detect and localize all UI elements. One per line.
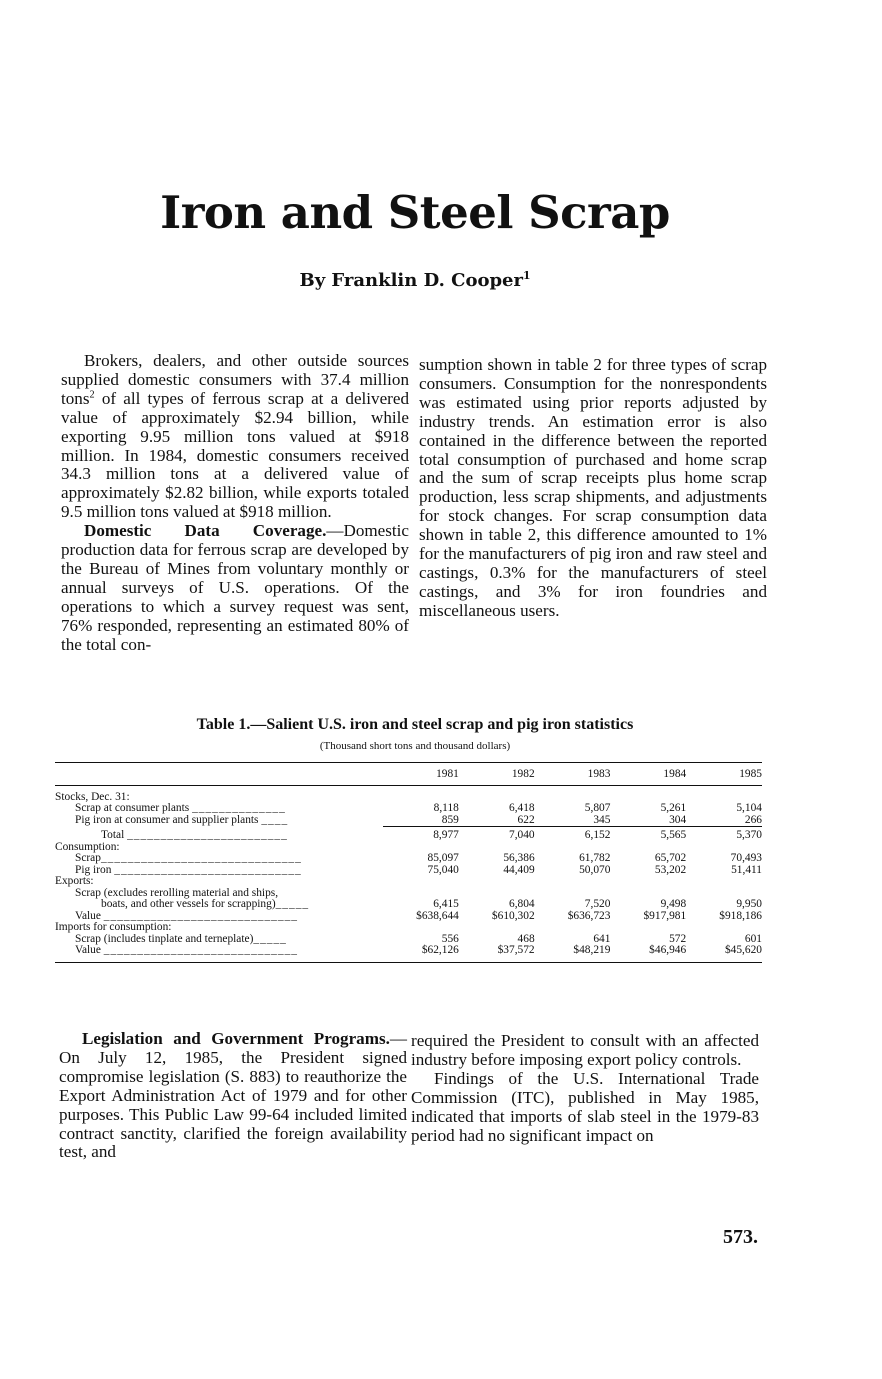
header-year-1982: 1982 — [459, 763, 535, 786]
header-blank — [55, 763, 383, 786]
cell: $45,620 — [724, 944, 762, 956]
cell: 556 — [441, 932, 459, 945]
data-coverage-text: —Domestic production data for ferrous scrap are developed by the Bureau of Mines from voluntary monthly or annual surveys of U.S. operations. Of the operations to which a survey request was sent, 76% responded, representing an estimated 80% of the total con- — [61, 521, 409, 654]
cell: 9,498 — [660, 898, 687, 910]
header-year-1985: 1985 — [686, 763, 762, 786]
section-heading-legislation: Legislation and Government Programs. — [82, 1029, 390, 1048]
row-label: Scrap at consumer plants ______________ — [75, 802, 286, 814]
row-label: Scrap (excludes rerolling material and ships, — [75, 886, 279, 899]
section-label: Consumption: — [55, 840, 120, 853]
table-row — [55, 815, 762, 827]
cell: 56,386 — [503, 852, 535, 864]
cell: 266 — [744, 813, 762, 826]
section-row-stocks — [55, 785, 762, 803]
row-label: Pig iron ____________________________ — [75, 863, 302, 876]
paragraph-legislation-continued: required the President to consult with an affected industry before imposing export policy controls. — [411, 1031, 759, 1069]
cell: 468 — [517, 932, 535, 945]
row-label: boats, and other vessels for scrapping)_____ — [101, 898, 310, 910]
section-row-exports — [55, 876, 762, 888]
cell: 304 — [669, 813, 687, 826]
table-row — [55, 865, 762, 877]
cell: 5,807 — [584, 802, 611, 814]
paragraph-itc-findings: Findings of the U.S. International Trade Commission (ITC), published in May 1985, indicated that imports of slab steel in the 1979-83 period had no significant impact on — [411, 1068, 759, 1145]
cell: $48,219 — [573, 944, 611, 956]
row-label: Value _____________________________ — [75, 944, 298, 956]
cell: 5,370 — [686, 827, 762, 842]
text-column-4 — [411, 1032, 759, 1145]
cell: 7,040 — [459, 827, 535, 842]
cell: 601 — [744, 932, 762, 945]
cell: 8,977 — [383, 827, 459, 842]
page-number: 573. — [723, 1226, 758, 1248]
row-label: Pig iron at consumer and supplier plants ____ — [75, 814, 289, 826]
cell: 6,152 — [535, 827, 611, 842]
paragraph-legislation — [59, 1030, 407, 1162]
footnote-marker: 2 — [89, 389, 95, 401]
author-footnote-marker: 1 — [522, 269, 531, 282]
overview-text-b: of all types of ferrous scrap at a delivered value of approximately $2.94 billion, while exporting 9.95 million tons valued at $918 million. In 1984, domestic consumers received 34.3 million tons at a delivered value of approximately $2.82 billion, while exports totaled 9.5 million tons valued at $918 million. — [61, 388, 409, 522]
text-column-1 — [61, 352, 409, 655]
salient-statistics-table — [55, 762, 762, 963]
table-header-row — [55, 763, 762, 786]
cell: 6,418 — [509, 802, 535, 814]
cell: 641 — [593, 932, 611, 945]
header-year-1981: 1981 — [383, 763, 459, 786]
cell: 859 — [441, 813, 459, 826]
cell: 75,040 — [427, 863, 459, 876]
paragraph-consumption-continued: sumption shown in table 2 for three types of scrap consumers. Consumption for the nonrespondents was estimated using prior reports adjusted by industry trends. An estimation error is also contained in the difference between the reported total consumption of purchased and home scrap and the sum of scrap receipts plus home scrap production, less scrap shipments, and adjustments for stock changes. For scrap consumption data shown in table 2, this difference amounted to 1% for the manufacturers of pig iron and raw steel and castings, 0.3% for the manufacturers of steel castings, and 3% for iron foundries and miscellaneous users. — [419, 355, 767, 620]
cell: 7,520 — [584, 898, 611, 910]
cell: 572 — [669, 932, 687, 945]
cell: $37,572 — [497, 944, 535, 956]
table-subtitle: (Thousand short tons and thousand dollars) — [319, 740, 511, 752]
table-row — [55, 803, 762, 815]
table-row — [55, 945, 762, 962]
cell: 345 — [593, 813, 611, 826]
paragraph-data-coverage — [61, 522, 409, 654]
cell: 70,493 — [730, 852, 762, 864]
author-name: By Franklin D. Cooper — [299, 270, 523, 291]
row-label: Value _____________________________ — [75, 909, 298, 922]
cell: 622 — [517, 813, 535, 826]
cell: $636,723 — [567, 909, 611, 922]
table-title: Table 1.—Salient U.S. iron and steel scrap and pig iron statistics — [196, 716, 634, 733]
row-label: Scrap______________________________ — [75, 852, 302, 864]
row-label: Scrap (includes tinplate and terneplate)_____ — [75, 932, 287, 945]
paragraph-overview — [61, 352, 409, 522]
cell: 5,565 — [610, 827, 686, 842]
cell: 9,950 — [736, 898, 762, 910]
header-year-1983: 1983 — [535, 763, 611, 786]
cell: $62,126 — [421, 944, 459, 956]
cell: 50,070 — [579, 863, 611, 876]
cell: 6,804 — [509, 898, 535, 910]
section-label: Imports for consumption: — [55, 921, 172, 933]
overview-text-a: Brokers, dealers, and other outside sources supplied domestic consumers with 37.4 million tons — [61, 351, 409, 408]
row-label: Total ________________________ — [101, 829, 288, 841]
cell: 61,782 — [579, 852, 611, 864]
cell: $638,644 — [416, 909, 459, 922]
cell: 5,261 — [660, 802, 687, 814]
cell: 85,097 — [427, 852, 459, 864]
table-row-total — [55, 827, 762, 842]
cell: $917,981 — [643, 909, 687, 922]
section-label: Stocks, Dec. 31: — [55, 790, 130, 803]
text-column-3 — [59, 1030, 407, 1162]
cell: 8,118 — [433, 802, 459, 814]
cell: 51,411 — [731, 863, 762, 876]
byline — [0, 270, 830, 291]
cell: 65,702 — [654, 852, 687, 864]
section-label: Exports: — [55, 875, 94, 887]
header-year-1984: 1984 — [610, 763, 686, 786]
cell: 6,415 — [433, 898, 459, 910]
text-column-2 — [419, 356, 767, 621]
cell: 5,104 — [736, 802, 762, 814]
cell: $610,302 — [491, 909, 535, 922]
section-heading-data-coverage: Domestic Data Coverage. — [84, 521, 327, 541]
cell: 53,202 — [654, 863, 687, 876]
cell: $918,186 — [719, 909, 762, 922]
cell: 44,409 — [503, 863, 535, 876]
cell: $46,946 — [649, 944, 687, 956]
page-title: Iron and Steel Scrap — [160, 186, 670, 239]
legislation-text: —On July 12, 1985, the President signed compromise legislation (S. 883) to reauthorize the Export Administration Act of 1979 and for other purposes. This Public Law 99-64 included limited contract sanctity, clarified the foreign availability test, and — [59, 1029, 407, 1162]
